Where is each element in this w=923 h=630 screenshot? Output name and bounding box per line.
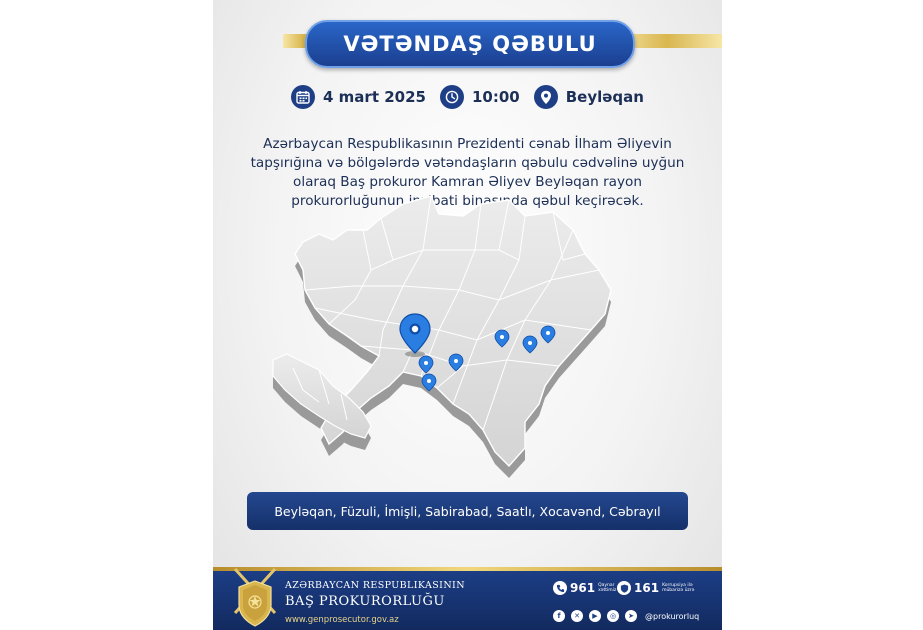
website-link[interactable]: www.genprosecutor.gov.az [285, 615, 399, 625]
hotline1-label: Qaynar xəttimiz [598, 583, 617, 593]
hotline1-number: 961 [570, 581, 596, 595]
date-text: 4 mart 2025 [323, 88, 426, 106]
description-text: Azərbaycan Respublikasının Prezidenti cənab İlham Əliyevin tapşırığına və bölgələrdə vətəndaşların qəbulu cədvəlinə uyğun olaraq Baş prokuror Kamran Əliyev Beyləqan rayon prokurorluğunun inzibati binasında qəbul keçirəcək. [250, 135, 685, 209]
azerbaijan-map [263, 190, 663, 480]
hotline2-number: 161 [634, 581, 660, 595]
instagram-icon[interactable]: ◎ [607, 610, 619, 622]
cities-list: Beyləqan, Füzuli, İmişli, Sabirabad, Saatlı, Xocavənd, Cəbrayıl [274, 503, 661, 519]
info-row [213, 84, 722, 110]
org-name-line1: AZƏRBAYCAN RESPUBLIKASININ [285, 580, 465, 591]
cities-banner [247, 492, 688, 530]
phone-icon [553, 581, 567, 595]
time-text: 10:00 [471, 88, 520, 106]
location-pin-icon [534, 85, 558, 109]
location-text: Beyləqan [565, 88, 644, 106]
hotline-161[interactable] [617, 581, 712, 595]
org-name-line2: BAŞ PROKURORLUĞU [285, 594, 445, 609]
page-title: VƏTƏNDAŞ QƏBULU [343, 32, 597, 56]
calendar-icon [291, 85, 315, 109]
poster [213, 0, 722, 630]
hotline-961[interactable] [553, 581, 620, 595]
facebook-icon[interactable]: f [553, 610, 565, 622]
footer-gold-line [213, 567, 722, 571]
prosecutor-emblem-icon [229, 567, 281, 630]
clock-icon [440, 85, 464, 109]
shield-icon [617, 581, 631, 595]
youtube-icon[interactable]: ▶ [589, 610, 601, 622]
social-handle[interactable]: @prokurorluq [645, 611, 700, 621]
social-links [553, 610, 699, 622]
x-icon[interactable]: ✕ [571, 610, 583, 622]
title-banner [305, 20, 635, 68]
hotline2-label: Korrupsiya ilə mübarizə üzrə [662, 583, 695, 593]
footer [213, 567, 722, 630]
telegram-icon[interactable]: ➤ [625, 610, 637, 622]
